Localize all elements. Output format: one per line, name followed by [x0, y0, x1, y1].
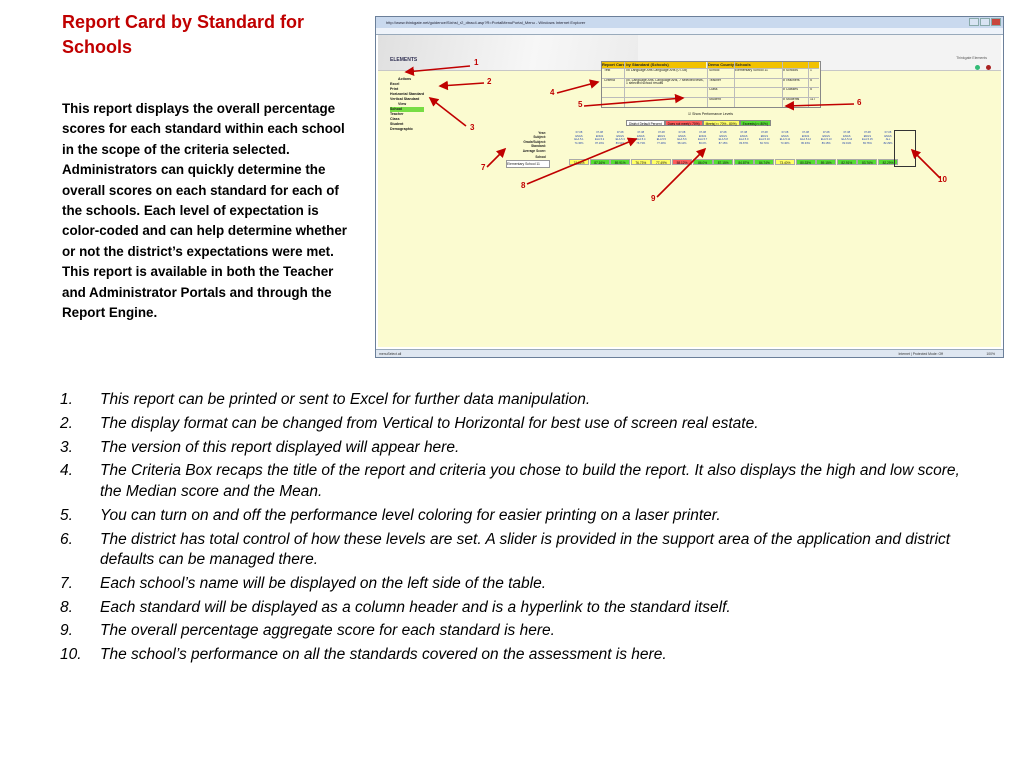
legend-item: Does not meet(< 70%) [665, 120, 703, 126]
note-number: 3. [60, 438, 73, 456]
actions-label: Actions [398, 77, 412, 81]
score-cell: 77.49% [651, 159, 671, 165]
column-subject: ENGS [760, 134, 769, 138]
score-cell: 89.91% [610, 159, 630, 165]
column-std: ELA.5.8 [718, 138, 728, 142]
column-subject: ENGS [740, 134, 748, 138]
column-avg: 84.87% [739, 141, 749, 145]
column-subject: ENGS [719, 134, 727, 138]
column-year: 07-08 [719, 131, 727, 134]
arrow-1 [406, 66, 470, 72]
column-std: ELA.5.5 [656, 138, 666, 142]
note-item [60, 438, 965, 459]
arrow-2 [440, 83, 484, 86]
arrow-4 [557, 82, 598, 93]
sidebar-view-student[interactable]: Student [390, 122, 404, 126]
criteria-v2: 117 [810, 97, 816, 101]
security-zone: Internet | Protected Mode: Off [898, 352, 943, 356]
column-year: 07-08 [864, 131, 871, 134]
column-year: 07-08 [616, 131, 624, 134]
column-year: 07-08 [781, 131, 789, 134]
score-cell: 84.87% [734, 159, 754, 165]
sidebar-action-horizontal-standard[interactable]: Horizontal Standard [390, 92, 425, 96]
column-avg: 87.16% [595, 141, 604, 145]
column-year: 07-08 [575, 131, 583, 134]
note-number: 5. [60, 506, 73, 524]
column-subject: ENGS [863, 134, 872, 138]
note-text: The Criteria Box recaps the title of the report and criteria you chose to build the report. It also displays the high and low score, the Median score and the Mean. [100, 462, 960, 500]
sidebar-action-vertical-standard[interactable]: Vertical Standard [390, 97, 420, 101]
banner-brand: Thinkgate Elements [956, 56, 987, 60]
column-subject: ENGS [678, 134, 686, 138]
row-label: Standard: [531, 144, 546, 149]
criteria-k2: # Students [783, 97, 800, 101]
criteria-k2: # Schools [783, 69, 798, 72]
note-number: 6. [60, 530, 73, 548]
score-cell: 82.29% [878, 159, 898, 165]
score-cell: 89.15% [816, 159, 836, 165]
callout-4: 4 [550, 88, 555, 97]
column-avg: 76.73% [636, 141, 646, 145]
note-text: The version of this report displayed will appear here. [100, 438, 460, 456]
browser-title-bar: http://www.thinkgate.net/guidence/Sixhsl_r2_dtrac4.asp?R=PortalMenuPortal_Menu - Windows Internet Explorer [376, 17, 1003, 28]
sidebar-view-demographic[interactable]: Demographic [390, 127, 413, 131]
column-subject: ENGS [616, 134, 624, 138]
row-label: Grade/Subject: [523, 139, 546, 144]
slide-title: Report Card by Standard for Schools [62, 12, 305, 57]
column-avg: 89.15% [821, 141, 831, 145]
callout-8: 8 [521, 181, 526, 190]
note-text: The display format can be changed from Vertical to Horizontal for best use of screen real estate. [100, 414, 759, 432]
arrow-3 [430, 98, 466, 126]
note-number: 10. [60, 646, 82, 664]
column-year: 07-08 [596, 131, 603, 134]
column-avg: 58.12% [677, 141, 687, 145]
note-number: 9. [60, 622, 73, 640]
callout-3: 3 [470, 123, 475, 132]
column-std: ELA.5.4 [636, 138, 646, 142]
column-std: ELA.5.11 [779, 138, 791, 142]
criteria-v: Elementary School 11 [735, 69, 768, 72]
score-cell: 73.40% [775, 159, 795, 165]
column-avg: 82.91% [842, 141, 852, 145]
score-cell: 74.36% [569, 159, 589, 165]
score-cell: 76.73% [631, 159, 651, 165]
legend-item: District Default Percent [626, 120, 665, 126]
column-year: 07-08 [761, 131, 768, 134]
note-item [60, 645, 965, 666]
note-number: 1. [60, 391, 73, 408]
score-cell: 82.91% [837, 159, 857, 165]
legend-item: Exceeds(>= 80%) [740, 120, 771, 126]
row-label: Year: [538, 131, 546, 135]
callout-2: 2 [487, 77, 492, 86]
column-std: ELA.5.7 [697, 138, 708, 142]
column-std: ELA.5.14 [841, 138, 853, 142]
column-year: 07-08 [678, 131, 686, 134]
note-item [60, 506, 965, 527]
criteria-district: Demo County Schools [708, 62, 819, 68]
arrow-6 [786, 104, 854, 106]
school-header: School [535, 155, 546, 160]
sidebar-action-print[interactable]: Print [390, 87, 399, 91]
column-subject: ENGS [801, 134, 810, 138]
callout-10: 10 [938, 175, 947, 184]
column-avg: 73.40% [780, 141, 790, 145]
criteria-value: 05 Language Arts Language Arts (07-08) [626, 69, 688, 72]
column-std: ELA.5.13 [820, 138, 832, 142]
column-std: ELA.5.1 [574, 138, 584, 142]
criteria-k: Teacher [709, 78, 722, 82]
note-number: 4. [60, 462, 73, 480]
arrow-5 [584, 98, 683, 106]
column-avg: 80.33% [801, 141, 810, 145]
note-text: The district has total control of how these levels are set. A slider is provided in the support area of the application and district defaults can be managed there. [100, 530, 951, 569]
column-year: 07-08 [843, 131, 851, 134]
column-avg: 89.91% [615, 141, 625, 145]
column-subject: ENGS [637, 134, 645, 138]
criteria-k2: # Classes [783, 88, 798, 91]
note-number: 8. [60, 598, 73, 616]
arrow-7 [487, 149, 505, 167]
sidebar-view-teacher[interactable]: Teacher [390, 112, 404, 116]
column-year: 07-08 [699, 131, 706, 134]
criteria-label: Criteria [604, 78, 615, 82]
criteria-k: Class [709, 88, 718, 91]
arrow-9 [657, 149, 705, 197]
column-avg: 87.15% [718, 141, 728, 145]
criteria-k: School [709, 69, 720, 72]
score-cell: 80.33% [796, 159, 816, 165]
criteria-v2: 1 [810, 69, 812, 72]
column-year: 07-08 [637, 131, 645, 134]
note-item [60, 574, 965, 595]
criteria-v2: 5 [810, 88, 812, 91]
column-year: 07-08 [802, 131, 809, 134]
criteria-k2: # Teachers [783, 78, 800, 82]
column-subject: ENGS [781, 134, 789, 138]
column-subject: ENGS [884, 134, 892, 138]
arrow-10 [912, 150, 940, 178]
note-item [60, 390, 965, 411]
criteria-label: Test [604, 69, 611, 72]
note-text: Each school’s name will be displayed on the left side of the table. [100, 574, 547, 592]
criteria-k: Student [709, 97, 721, 101]
column-avg: 77.49% [656, 141, 666, 145]
row-label: Average Score: [522, 148, 546, 153]
callout-1: 1 [474, 58, 479, 67]
note-text: The overall percentage aggregate score for each standard is here. [100, 622, 555, 640]
column-avg: 83.76% [862, 141, 872, 145]
score-cell: 86.0% [693, 159, 713, 165]
score-cell: 58.12% [672, 159, 692, 165]
column-std: ELA.5.9 [739, 138, 749, 142]
note-text: This report can be printed or sent to Excel for further data manipulation. [100, 391, 591, 408]
note-text: Each standard will be displayed as a column header and is a hyperlink to the standard itself. [100, 598, 731, 616]
column-std: ALL [885, 138, 891, 142]
notes-list [60, 390, 965, 669]
show-performance-toggle[interactable]: ☑ Show Performance Levels [688, 112, 733, 116]
column-subject: ENGS [657, 134, 666, 138]
column-year: 07-08 [884, 131, 892, 134]
note-text: The school’s performance on all the standards covered on the assessment is here. [100, 646, 667, 664]
column-std: ELA.5.2 [594, 138, 605, 142]
slide-description: This report displays the overall percentage scores for each standard within each school in the scope of the criteria selected. Administrators can quickly determine the overall scores on each standard for each of the schools. Each level of expectation is color-coded and can help determine whether or not the district’s expectations were met. This report is available in both the Teacher and Administrator Portals and through the Report Engine. [62, 101, 347, 321]
score-cell: 83.76% [857, 159, 877, 165]
criteria-v2: 5 [810, 78, 812, 82]
zoom-level[interactable]: 100% [986, 352, 995, 356]
column-subject: ENGS [595, 134, 604, 138]
column-std: ELA.5.10 [759, 138, 770, 142]
school-name-cell[interactable]: Elementary School 11 [506, 160, 550, 168]
score-cell: 87.16% [590, 159, 610, 165]
status-text: menuSelect.all [379, 352, 402, 356]
column-subject: ENGS [822, 134, 830, 138]
elements-logo: ELEMENTS [390, 57, 418, 63]
column-std: ELA.5.12 [800, 138, 811, 142]
note-item [60, 414, 965, 435]
sidebar-action-excel[interactable]: Excel [390, 82, 400, 86]
sidebar-view-school[interactable]: School [390, 107, 424, 112]
column-subject: ENGS [698, 134, 707, 138]
note-text: You can turn on and off the performance level coloring for easier printing on a laser printer. [100, 506, 721, 524]
legend-item: Meets(>= 70% - 80%) [703, 120, 740, 126]
callout-5: 5 [578, 100, 583, 109]
column-avg: 84.74% [759, 141, 769, 145]
column-std: ELA.5.15 [862, 138, 873, 142]
view-label: View [398, 102, 407, 106]
callout-7: 7 [481, 163, 486, 172]
show-performance-label: Show Performance Levels [692, 112, 733, 116]
column-avg: 74.36% [574, 141, 584, 145]
column-std: ELA.5.3 [615, 138, 625, 142]
column-year: 07-08 [740, 131, 748, 134]
note-item [60, 621, 965, 642]
score-cell: 87.15% [713, 159, 733, 165]
column-avg: 82.29% [883, 141, 893, 145]
column-year: 07-08 [822, 131, 830, 134]
column-year: 07-08 [658, 131, 665, 134]
note-item [60, 598, 965, 619]
callout-9: 9 [651, 194, 656, 203]
arrow-8 [527, 139, 636, 184]
note-number: 7. [60, 574, 73, 592]
row-label: Subject: [533, 135, 546, 140]
note-item [60, 461, 965, 502]
criteria-value: 05, Language Arts, Language Arts, 7 selected tests, 1 selected school results [626, 78, 704, 86]
column-subject: ENGS [575, 134, 583, 138]
column-std: ELA.5.6 [677, 138, 687, 142]
column-avg: 86.0% [698, 141, 707, 145]
note-number: 2. [60, 414, 73, 432]
score-cell: 84.74% [754, 159, 774, 165]
note-item [60, 530, 965, 571]
callout-6: 6 [857, 98, 862, 107]
column-subject: ENGS [843, 134, 851, 138]
sidebar-view-class[interactable]: Class [390, 117, 400, 121]
criteria-title: Report Card by Standard (Schools) [602, 62, 706, 68]
